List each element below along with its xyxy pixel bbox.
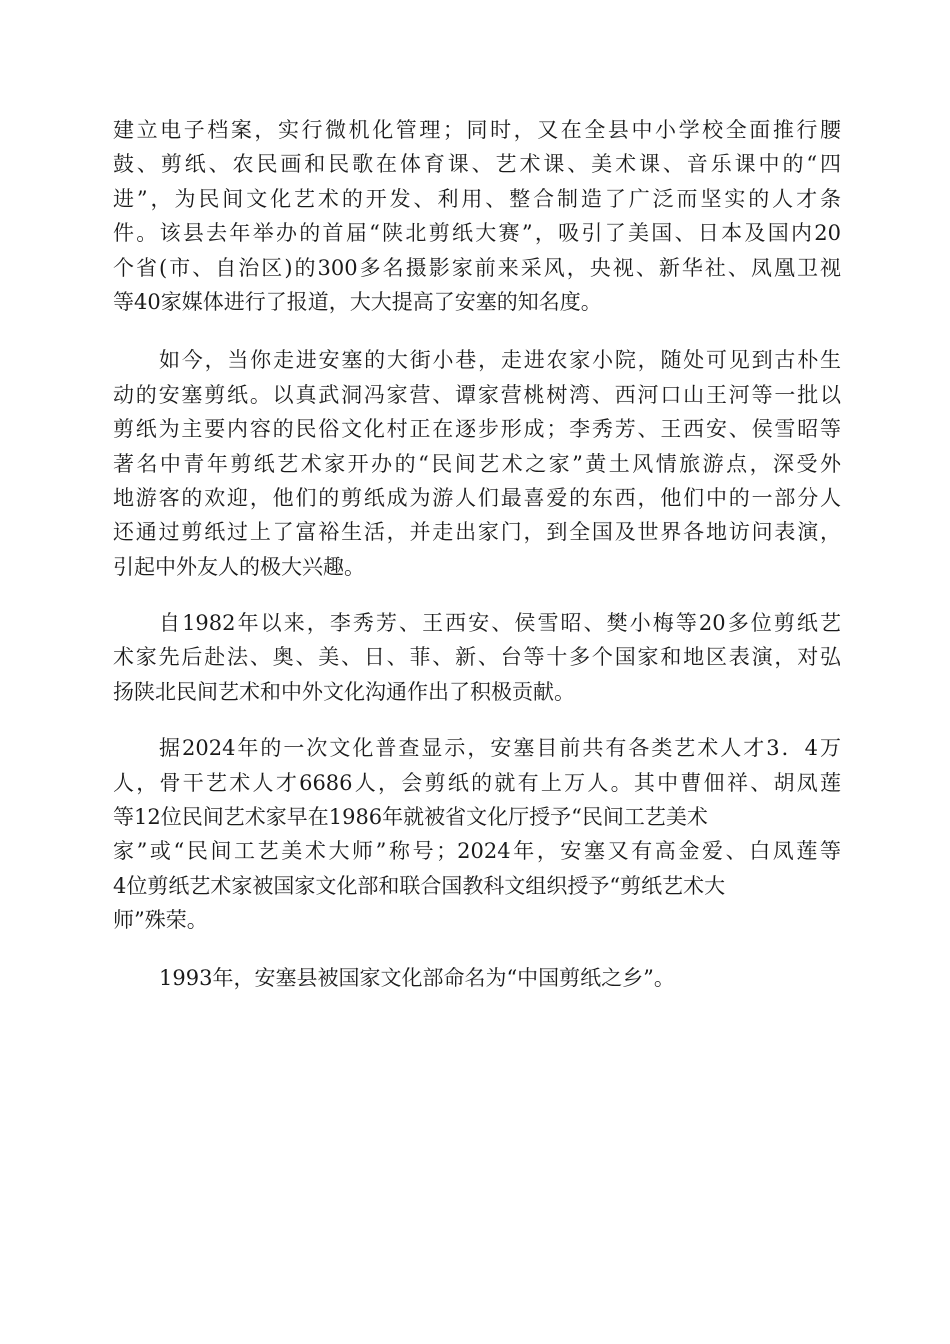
paragraph-5 xyxy=(113,961,841,995)
text-line: 还通过剪纸过上了富裕生活，并走出家门，到全国及世界各地访问表演， xyxy=(113,520,841,545)
text-line: 据2024年的一次文化普查显示，安塞目前共有各类艺术人才3．4万 xyxy=(159,736,841,761)
text-line: 个省(市、自治区)的300多名摄影家前来采风，央视、新华社、凤凰卫视 xyxy=(113,255,841,280)
text-line: 家”或“民间工艺美术大师”称号；2024年，安塞又有高金爱、白凤莲等 xyxy=(113,839,841,864)
text-line: 4位剪纸艺术家被国家文化部和联合国教科文组织授予“剪纸艺术大 xyxy=(113,873,726,898)
text-line: 等40家媒体进行了报道，大大提高了安塞的知名度。 xyxy=(113,289,602,314)
text-line: 师”殊荣。 xyxy=(113,908,208,933)
document-page xyxy=(113,113,841,1017)
paragraph-3 xyxy=(113,606,841,709)
text-line: 进”，为民间文化艺术的开发、利用、整合制造了广泛而坚实的人才条 xyxy=(113,186,841,211)
paragraph-1 xyxy=(113,113,841,319)
text-line: 剪纸为主要内容的民俗文化村正在逐步形成；李秀芳、王西安、侯雪昭等 xyxy=(113,417,841,442)
text-line: 著名中青年剪纸艺术家开办的“民间艺术之家”黄土风情旅游点，深受外 xyxy=(113,451,841,476)
text-line: 自1982年以来，李秀芳、王西安、侯雪昭、樊小梅等20多位剪纸艺 xyxy=(159,611,841,636)
text-line: 人，骨干艺术人才6686人，会剪纸的就有上万人。其中曹佃祥、胡凤莲 xyxy=(113,770,841,795)
text-line: 动的安塞剪纸。以真武洞冯家营、谭家营桃树湾、西河口山王河等一批以 xyxy=(113,382,841,407)
text-line: 如今，当你走进安塞的大街小巷，走进农家小院，随处可见到古朴生 xyxy=(159,348,841,373)
text-line: 引起中外友人的极大兴趣。 xyxy=(113,554,365,579)
text-line: 建立电子档案，实行微机化管理；同时，又在全县中小学校全面推行腰 xyxy=(113,118,841,142)
text-line: 地游客的欢迎，他们的剪纸成为游人们最喜爱的东西，他们中的一部分人 xyxy=(113,485,841,510)
text-line: 等12位民间艺术家早在1986年就被省文化厅授予“民间工艺美术 xyxy=(113,805,708,830)
text-line: 术家先后赴法、奥、美、日、菲、新、台等十多个国家和地区表演，对弘 xyxy=(113,645,841,670)
paragraph-4 xyxy=(113,731,841,937)
text-line: 件。该县去年举办的首届“陕北剪纸大赛”，吸引了美国、日本及国内20 xyxy=(113,221,841,246)
text-line: 扬陕北民间艺术和中外文化沟通作出了积极贡献。 xyxy=(113,679,575,704)
text-line: 鼓、剪纸、农民画和民歌在体育课、艺术课、美术课、音乐课中的“四 xyxy=(113,152,841,177)
paragraph-2 xyxy=(113,343,841,584)
text-line: 1993年，安塞县被国家文化部命名为“中国剪纸之乡”。 xyxy=(159,965,675,990)
